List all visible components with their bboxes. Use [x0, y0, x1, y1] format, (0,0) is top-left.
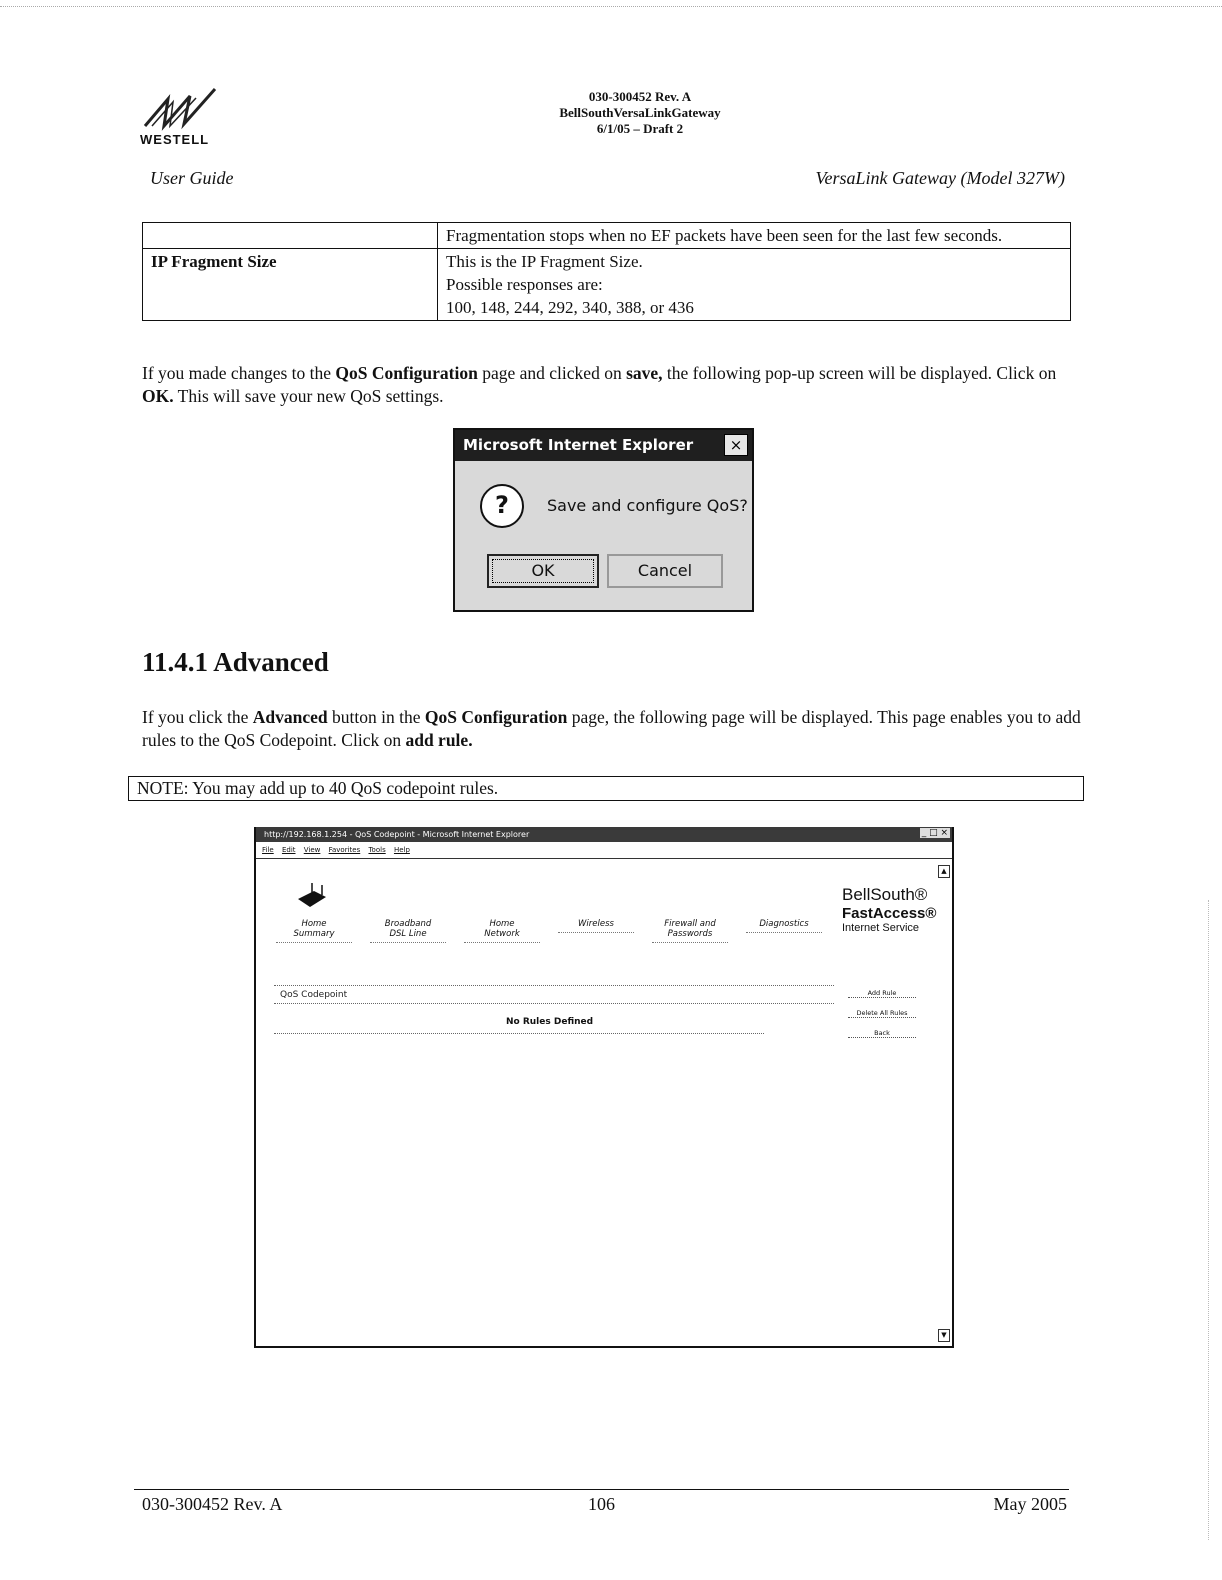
text: the following pop-up screen will be displayed. Click on — [662, 363, 1057, 383]
divider — [274, 1033, 764, 1034]
text: save, — [626, 363, 663, 383]
footer-doc-number: 030-300452 Rev. A — [142, 1494, 283, 1514]
confirm-dialog — [453, 428, 754, 612]
save-instructions-paragraph — [142, 362, 1082, 408]
delete-all-rules-button[interactable]: Delete All Rules — [848, 1009, 916, 1018]
nav-diagnostics[interactable] — [746, 919, 822, 933]
cell-line: 100, 148, 244, 292, 340, 388, or 436 — [446, 298, 694, 317]
menu-bar — [256, 843, 952, 859]
nav-label: Summary — [293, 929, 335, 939]
nav-label: Home — [301, 919, 327, 929]
scroll-down-icon[interactable]: ▼ — [938, 1329, 950, 1342]
nav-label: Network — [484, 929, 520, 939]
text: page, the following page will be displayed. This page enables you to add rules to the QoS Codepoint. Click on — [142, 707, 1081, 750]
doc-product: BellSouthVersaLinkGateway — [559, 105, 721, 120]
divider — [274, 1003, 834, 1004]
nav-label: Wireless — [578, 919, 614, 929]
note-box: NOTE: You may add up to 40 QoS codepoint rules. — [128, 776, 1084, 801]
text: If you click the — [142, 707, 253, 727]
margin-artifact — [1208, 900, 1209, 1540]
nav-home-summary[interactable] — [276, 919, 352, 943]
browser-title: http://192.168.1.254 - QoS Codepoint - Microsoft Internet Explorer — [256, 827, 952, 842]
table-row — [143, 249, 1071, 321]
cancel-button[interactable]: Cancel — [607, 554, 723, 588]
footer-date: May 2005 — [993, 1494, 1067, 1514]
menu-help[interactable]: Help — [393, 846, 410, 854]
divider — [274, 985, 834, 986]
cell-line: Possible responses are: — [446, 275, 603, 294]
menu-edit[interactable]: Edit — [281, 846, 296, 854]
table-cell — [143, 223, 438, 249]
qos-codepoint-label: QoS Codepoint — [280, 990, 348, 1000]
header-right: VersaLink Gateway (Model 327W) — [815, 168, 1065, 188]
table-cell — [438, 249, 1071, 321]
advanced-paragraph — [142, 706, 1082, 752]
dialog-message: Save and configure QoS? — [547, 496, 748, 515]
text: This will save your new QoS settings. — [173, 386, 444, 406]
text: OK. — [142, 386, 174, 406]
back-button[interactable]: Back — [848, 1029, 916, 1038]
router-icon — [292, 883, 332, 913]
nav-wireless[interactable] — [558, 919, 634, 933]
add-rule-button[interactable]: Add Rule — [848, 989, 916, 998]
top-rule — [0, 6, 1222, 7]
browser-window — [254, 827, 954, 1348]
ok-button[interactable]: OK — [487, 554, 599, 588]
dialog-title: Microsoft Internet Explorer — [455, 430, 752, 461]
table-row — [143, 223, 1071, 249]
bellsouth-brand — [842, 885, 937, 934]
nav-label: Home — [489, 919, 515, 929]
cell-line: This is the IP Fragment Size. — [446, 252, 643, 271]
question-icon: ? — [480, 484, 524, 528]
nav-label: Firewall and — [664, 919, 716, 929]
text: Advanced — [252, 707, 328, 727]
nav-label: DSL Line — [389, 929, 427, 939]
menu-view[interactable]: View — [303, 846, 321, 854]
nav-firewall-passwords[interactable] — [652, 919, 728, 943]
brand-line: Internet Service — [842, 922, 920, 934]
page-number: 106 — [588, 1494, 615, 1514]
menu-file[interactable]: File — [262, 846, 274, 854]
window-controls[interactable]: _ □ × — [921, 828, 948, 838]
qos-parameter-table — [142, 222, 1071, 321]
footer-rule — [134, 1489, 1069, 1490]
nav-label: Broadband — [384, 919, 432, 929]
header-left: User Guide — [150, 168, 234, 188]
close-icon[interactable]: × — [724, 434, 748, 456]
menu-favorites[interactable]: Favorites — [328, 846, 361, 854]
text: page and clicked on — [477, 363, 627, 383]
text: button in the — [327, 707, 425, 727]
brand-line: BellSouth® — [842, 885, 928, 904]
nav-home-network[interactable] — [464, 919, 540, 943]
text: QoS Configuration — [335, 363, 478, 383]
scroll-up-icon[interactable]: ▲ — [938, 865, 950, 878]
menu-tools[interactable]: Tools — [368, 846, 386, 854]
doc-header-center — [480, 89, 800, 137]
table-cell: IP Fragment Size — [143, 249, 438, 321]
nav-broadband-dsl[interactable] — [370, 919, 446, 943]
text: add rule. — [405, 730, 473, 750]
doc-number: 030-300452 Rev. A — [588, 89, 692, 104]
text: If you made changes to the — [142, 363, 336, 383]
nav-label: Diagnostics — [759, 919, 809, 929]
logo-text: WESTELL — [140, 132, 210, 147]
no-rules-text: No Rules Defined — [506, 1017, 594, 1027]
brand-line: FastAccess® — [842, 905, 937, 922]
text: QoS Configuration — [424, 707, 568, 727]
section-heading: 11.4.1 Advanced — [142, 647, 329, 677]
nav-label: Passwords — [667, 929, 713, 939]
table-cell: Fragmentation stops when no EF packets have been seen for the last few seconds. — [438, 223, 1071, 249]
doc-draft: 6/1/05 – Draft 2 — [596, 121, 684, 136]
